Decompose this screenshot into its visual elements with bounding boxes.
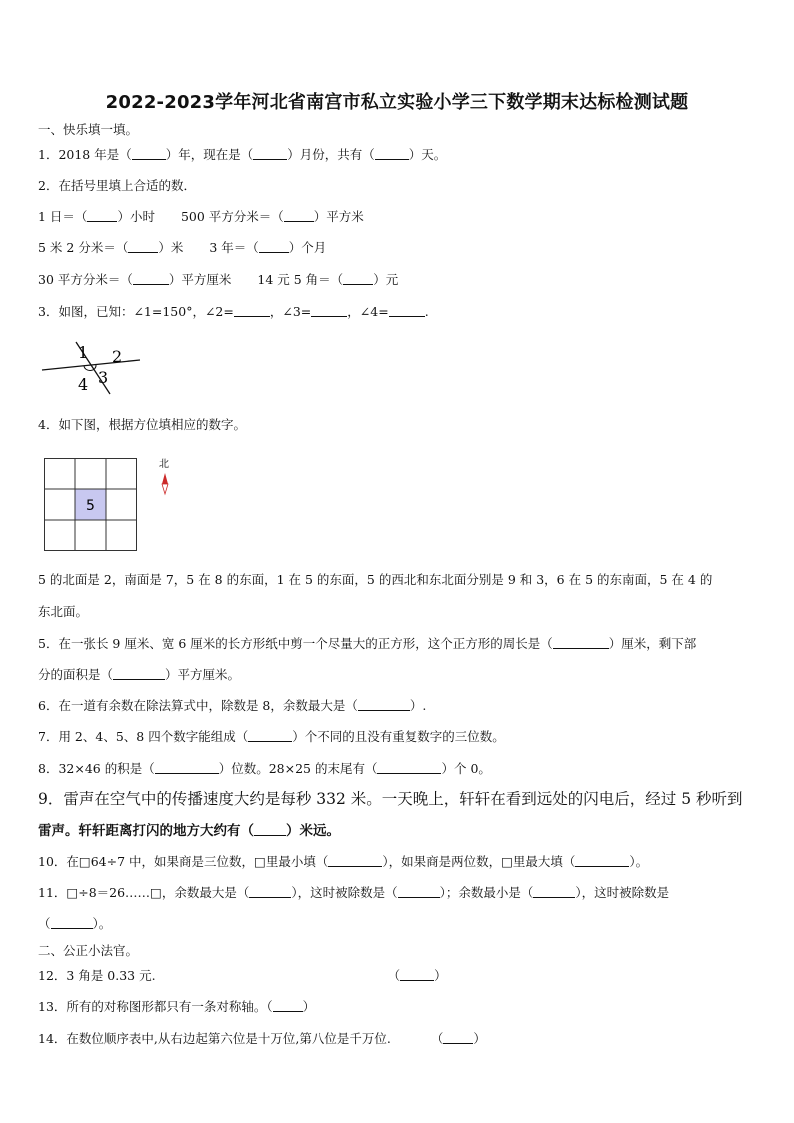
- question-8: 8．32×46 的积是（ ）位数。28×25 的末尾有（ ）个 0。: [38, 761, 491, 776]
- answer-blank[interactable]: [443, 1031, 473, 1044]
- question-13: 13．所有的对称图形都只有一条对称轴。（ ）: [38, 999, 316, 1014]
- compass-north-half: [162, 473, 168, 484]
- question-14: 14．在数位顺序表中,从右边起第六位是十万位,第八位是千万位. （ ）: [38, 1031, 486, 1046]
- question-3: 3．如图，已知：∠1=150°，∠2= ，∠3= ，∠4= .: [38, 304, 429, 319]
- answer-blank[interactable]: [132, 147, 166, 160]
- angle-label-4: 4: [78, 375, 89, 394]
- answer-blank[interactable]: [343, 272, 373, 285]
- question-1: 1．2018 年是（ ）年，现在是（ ）月份，共有（ ）天。: [38, 147, 447, 162]
- question-10: 10．在□64÷7 中，如果商是三位数，□里最小填（ ），如果商是两位数，□里最大填（ ）。: [38, 854, 649, 869]
- answer-blank[interactable]: [400, 968, 434, 981]
- question-5-line-2: 分的面积是（ ）平方厘米。: [38, 667, 241, 682]
- angle-label-1: 1: [78, 343, 89, 362]
- answer-blank[interactable]: [155, 761, 219, 774]
- answer-blank[interactable]: [533, 885, 575, 898]
- question-11-line-2: （ ）。: [38, 916, 112, 931]
- question-7: 7．用 2、4、5、8 四个数字能组成（ ）个不同的且没有重复数字的三位数。: [38, 729, 505, 744]
- question-4: 4．如下图，根据方位填相应的数字。: [38, 417, 246, 432]
- page-title: 2022-2023学年河北省南宫市私立实验小学三下数学期末达标检测试题: [105, 92, 689, 113]
- question-2-row-1: 1 日＝（ ）小时 500 平方分米＝（ ）平方米: [38, 209, 364, 224]
- answer-blank[interactable]: [328, 854, 382, 867]
- answer-blank[interactable]: [133, 272, 169, 285]
- question-11-line-1: 11．□÷8＝26……□，余数最大是（ ），这时被除数是（ ）；余数最小是（ ），这时被除数是: [38, 885, 670, 900]
- answer-blank[interactable]: [358, 698, 410, 711]
- answer-blank[interactable]: [259, 240, 289, 253]
- north-label: 北: [159, 459, 169, 470]
- answer-blank[interactable]: [253, 147, 287, 160]
- answer-blank[interactable]: [375, 147, 409, 160]
- answer-blank[interactable]: [249, 885, 291, 898]
- section-2-heading: 二、公正小法官。: [38, 943, 139, 958]
- question-2-row-3: 30 平方分米＝（ ）平方厘米 14 元 5 角＝（ ）元: [38, 272, 399, 287]
- question-2-row-2: 5 米 2 分米＝（ ）米 3 年＝（ ）个月: [38, 240, 327, 255]
- question-5-line-1: 5．在一张长 9 厘米、宽 6 厘米的长方形纸中剪一个尽量大的正方形，这个正方形的周长是（ ）厘米，剩下部: [38, 636, 697, 651]
- section-1-heading: 一、快乐填一填。: [38, 122, 139, 137]
- angles-figure: [40, 336, 144, 396]
- answer-blank[interactable]: [389, 304, 425, 317]
- answer-blank[interactable]: [377, 761, 441, 774]
- answer-blank[interactable]: [311, 304, 347, 317]
- question-4-description-line-2: 东北面。: [38, 604, 89, 619]
- answer-blank[interactable]: [575, 854, 629, 867]
- answer-blank[interactable]: [113, 667, 165, 680]
- question-9-line-1: 9．雷声在空气中的传播速度大约是每秒 332 米。一天晚上，轩轩在看到远处的闪电后，经过 5 秒听到: [38, 790, 743, 808]
- question-6: 6．在一道有余数在除法算式中，除数是 8，余数最大是（ ）.: [38, 698, 427, 713]
- answer-blank[interactable]: [87, 209, 117, 222]
- compass-south-half: [162, 484, 168, 494]
- answer-blank[interactable]: [553, 636, 609, 649]
- answer-blank[interactable]: [234, 304, 270, 317]
- center-number: 5: [86, 498, 95, 514]
- answer-blank[interactable]: [273, 999, 303, 1012]
- direction-grid: [44, 458, 138, 552]
- answer-blank[interactable]: [248, 729, 292, 742]
- answer-blank[interactable]: [254, 823, 286, 836]
- question-4-description-line-1: 5 的北面是 2，南面是 7，5 在 8 的东面，1 在 5 的东面，5 的西北和东北面分别是 9 和 3，6 在 5 的东南面，5 在 4 的: [38, 572, 713, 587]
- question-12: 12．3 角是 0.33 元. （ ）: [38, 968, 447, 983]
- angle-label-3: 3: [98, 368, 109, 387]
- question-9-line-2: 雷声。轩轩距离打闪的地方大约有（ ）米远。: [38, 823, 340, 839]
- answer-blank[interactable]: [284, 209, 314, 222]
- question-2: 2．在括号里填上合适的数．: [38, 178, 196, 193]
- north-arrow-icon: [158, 458, 174, 498]
- answer-blank[interactable]: [398, 885, 440, 898]
- angle-label-2: 2: [112, 347, 123, 366]
- answer-blank[interactable]: [51, 916, 93, 929]
- answer-blank[interactable]: [128, 240, 158, 253]
